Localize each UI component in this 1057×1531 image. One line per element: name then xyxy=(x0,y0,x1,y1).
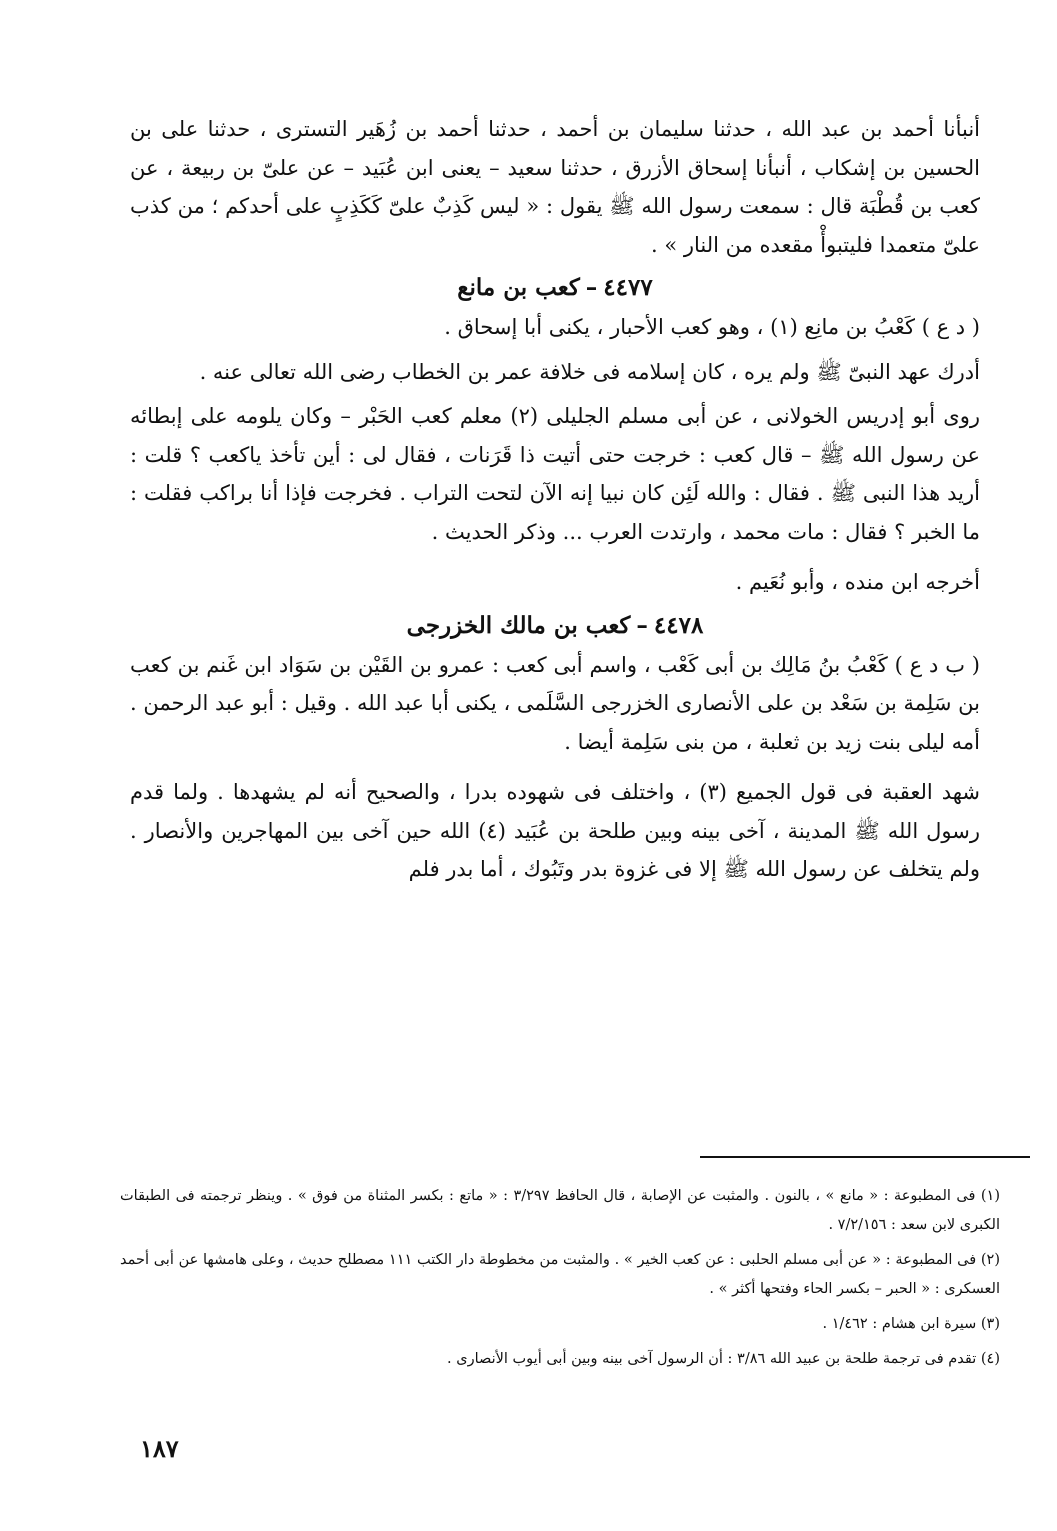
entry-4477-paragraph-4: أخرجه ابن منده ، وأبو نُعَيم . xyxy=(735,570,980,594)
entry-number: ٤٤٧٨ xyxy=(653,611,704,639)
entry-4478-paragraph-1: ( ب د ع ) كَعْبُ بنُ مَالِك بن أبى كَعْب ، واسم أبى كعب : عمرو بن القَيْن بن سَوَاد ابن غَنم بن كعب بن سَلِمة بن سَعْد بن على الأنصارى الخزرجى السَّلَمى ، يكنى أبا عبد الله . وقيل : أبو عبد الرحمن . أمه ليلى بنت زيد بن ثعلبة ، من بنى سَلِمة أيضا . xyxy=(130,652,980,754)
entry-heading-4477 xyxy=(130,268,980,308)
entry-4477-paragraph-1: ( د ع ) كَعْبُ بن مانِع (١) ، وهو كعب الأحبار ، يكنى أبا إسحاق . xyxy=(444,315,980,339)
footnotes xyxy=(120,1182,1000,1380)
footnote-3: (٣) سيرة ابن هشام : ١/٤٦٢ . xyxy=(822,1316,1000,1332)
page-number: ١٨٧ xyxy=(140,1434,179,1463)
entry-title: كعب بن مالك الخزرجى xyxy=(406,611,631,639)
entry-dash: – xyxy=(585,274,598,301)
entry-number: ٤٤٧٧ xyxy=(603,274,653,301)
footnote-separator xyxy=(700,1156,1030,1158)
footnote-4: (٤) تقدم فى ترجمة طلحة بن عبيد الله ٣/٨٦ : أن الرسول آخى بينه وبين أبى أيوب الأنصارى . xyxy=(447,1351,1000,1367)
footnote-1: (١) فى المطبوعة : « مانع » ، بالنون . والمثبت عن الإصابة ، قال الحافظ ٣/٢٩٧ : « ماتع : بكسر المثناة من فوق » . وينظر ترجمته فى الطبقات الكبرى لابن سعد : ٧/٢/١٥٦ . xyxy=(120,1188,1000,1233)
entry-4477-paragraph-2: أدرك عهد النبىّ ﷺ ولم يره ، كان إسلامه فى خلافة عمر بن الخطاب رضى الله تعالى عنه . xyxy=(199,359,980,384)
entry-title: كعب بن مانع xyxy=(457,274,580,301)
footnote-2: (٢) فى المطبوعة : « عن أبى مسلم الحلبى : عن كعب الخير » . والمثبت من مخطوطة دار الكتب ١١١ مصطلح حديث ، وعلى هامشها عن أبى أحمد العسكرى : « الحبر – بكسر الحاء وفتحها أكثر » . xyxy=(120,1252,1000,1297)
entry-dash: – xyxy=(636,611,648,639)
intro-paragraph: أنبأنا أحمد بن عبد الله ، حدثنا سليمان بن أحمد ، حدثنا أحمد بن زُهَير التسترى ، حدثنا على بن الحسين بن إشكاب ، أنبأنا إسحاق الأزرق ، حدثنا سعيد – يعنى ابن عُبَيد – عن علىّ بن ربيعة ، عن كعب بن قُطْبَة قال : سمعت رسول الله ﷺ يقول : « ليس كَذِبٌ علىّ كَكَذِبٍ على أحدكم ؛ من كذب علىّ متعمدا فليتبوأْ مقعده من النار » . xyxy=(130,117,980,257)
entry-4478-paragraph-2: شهد العقبة فى قول الجميع (٣) ، واختلف فى شهوده بدرا ، والصحيح أنه لم يشهدها . ولما قدم رسول الله ﷺ المدينة ، آخى بينه وبين طلحة بن عُبَيد (٤) الله حين آخى بين المهاجرين والأنصار . ولم يتخلف عن رسول الله ﷺ إلا فى غزوة بدر وتَبُوك ، أما بدر فلم xyxy=(130,780,980,881)
entry-4477-paragraph-3: روى أبو إدريس الخولانى ، عن أبى مسلم الجليلى (٢) معلم كعب الحَبْر – وكان يلومه على إبطائه عن رسول الله ﷺ – قال كعب : خرجت حتى أتيت ذا قَرَنات ، فقال لى : أين تأخذ ياكعب ؟ قلت : أريد هذا النبى ﷺ . فقال : والله لَئِن كان نبيا إنه الآن لتحت التراب . فخرجت فإذا أنا براكب فقلت : ما الخبر ؟ فقال : مات محمد ، وارتدت العرب ... وذكر الحديث . xyxy=(130,404,980,544)
entry-heading-4478 xyxy=(130,606,980,646)
main-text xyxy=(130,110,980,889)
